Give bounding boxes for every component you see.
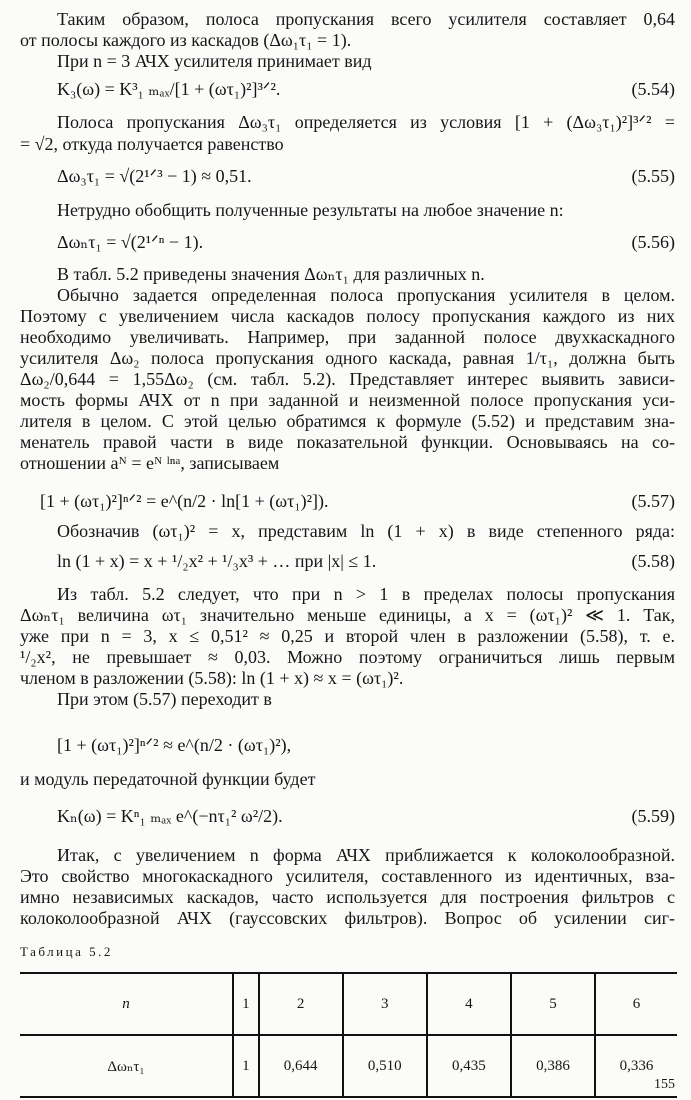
- text-line: При этом (5.57) переходит в: [57, 689, 272, 709]
- equation-5-54: K₃(ω) = K³₁ ₘₐₓ/[1 + (ωτ₁)²]³ᐟ².: [57, 79, 281, 99]
- table-cell: 6: [595, 973, 677, 1035]
- equation-5-57: [1 + (ωτ₁)²]ⁿᐟ² = e^(n/2 · ln[1 + (ωτ₁)²]).: [40, 491, 329, 511]
- page-number: 155: [654, 1077, 675, 1092]
- text-line: Δω₂/0,644 = 1,55Δω₂ (см. табл. 5.2). Представляет интерес выявить зависи-: [20, 369, 675, 389]
- table-cell: 0,386: [511, 1035, 595, 1097]
- equation-approx: [1 + (ωτ₁)²]ⁿᐟ² ≈ e^(n/2 · (ωτ₁)²),: [57, 735, 292, 755]
- equation-number: (5.56): [631, 232, 675, 252]
- text-line: Δωₙτ₁ величина ωτ₁ значительно меньше единицы, а x = (ωτ₁)² ≪ 1. Так,: [20, 605, 675, 625]
- text-line: членом в разложении (5.58): ln (1 + x) ≈ x = (ωτ₁)².: [20, 668, 404, 688]
- text-line: имно независимых каскадов, часто используется для построения фильтров с: [20, 887, 675, 907]
- table-row-label: n: [122, 995, 130, 1012]
- table-cell: 3: [343, 973, 427, 1035]
- text-line: Полоса пропускания Δω₃τ₁ определяется из условия [1 + (Δω₃τ₁)²]³ᐟ² =: [57, 112, 675, 132]
- equation-number: (5.55): [631, 166, 675, 186]
- text-line: отношении aᴺ = eᴺ ˡⁿᵃ, записываем: [20, 453, 280, 473]
- table-cell: 1: [233, 1035, 259, 1097]
- text-line: и модуль передаточной функции будет: [20, 769, 316, 789]
- text-line: При n = 3 АЧХ усилителя принимает вид: [57, 51, 372, 71]
- table-cell: 1: [233, 973, 259, 1035]
- equation-number: (5.54): [631, 79, 675, 99]
- table-cell: 0,510: [343, 1035, 427, 1097]
- table-cell: 5: [511, 973, 595, 1035]
- text-line: Из табл. 5.2 следует, что при n > 1 в пределах полосы пропускания: [57, 584, 675, 604]
- text-line: колоколообразной АЧХ (гауссовских фильтров). Вопрос об усилении сиг-: [20, 908, 675, 928]
- table-cell: 2: [259, 973, 343, 1035]
- table-caption: Таблица 5.2: [20, 944, 113, 959]
- text-line: лителя в целом. С этой целью обратимся к формуле (5.52) и представим зна-: [20, 411, 675, 431]
- equation-number: (5.59): [631, 806, 675, 826]
- equation-5-55: Δω₃τ₁ = √(2¹ᐟ³ − 1) ≈ 0,51.: [57, 166, 252, 186]
- text-line: В табл. 5.2 приведены значения Δωₙτ₁ для различных n.: [57, 264, 485, 284]
- text-line: необходимо увеличивать. Например, при заданной полосе двухкаскадного: [20, 327, 675, 347]
- bandwidth-table: [20, 972, 677, 1098]
- text-line: уже при n = 3, x ≤ 0,51² ≈ 0,25 и второй член в разложении (5.58), т. е.: [20, 626, 675, 646]
- text-line: усилителя Δω₂ полоса пропускания одного каскада, равная 1/τ₁, должна быть: [20, 348, 675, 368]
- text-line: Обозначив (ωτ₁)² = x, представим ln (1 + x) в виде степенного ряда:: [57, 521, 675, 541]
- equation-5-59: Kₙ(ω) = Kⁿ₁ ₘₐₓ e^(−nτ₁² ω²/2).: [57, 806, 283, 826]
- table-row-label: Δωₙτ₁: [20, 1035, 233, 1097]
- equation-5-58: ln (1 + x) = x + ¹/₂x² + ¹/₃x³ + … при |x| ≤ 1.: [57, 551, 377, 571]
- text-line: Таким образом, полоса пропускания всего усилителя составляет 0,64: [57, 9, 675, 29]
- equation-number: (5.58): [631, 551, 675, 571]
- text-line: Поэтому с увеличением числа каскадов полосу пропускания каждого из них: [20, 306, 675, 326]
- table-row: [20, 1035, 677, 1097]
- table-cell: 4: [427, 973, 511, 1035]
- text-line: Это свойство многокаскадного усилителя, составленного из идентичных, вза-: [20, 866, 675, 886]
- text-line: = √2, откуда получается равенство: [20, 134, 284, 154]
- table-cell: 0,336: [595, 1035, 677, 1097]
- table-cell: 0,435: [427, 1035, 511, 1097]
- text-line: Нетрудно обобщить полученные результаты на любое значение n:: [57, 200, 564, 220]
- text-line: мость формы АЧХ от n при заданной и неизменной полосе пропускания уси-: [20, 390, 675, 410]
- text-line: Итак, с увеличением n форма АЧХ приближается к колоколообразной.: [57, 845, 675, 865]
- text-line: от полосы каждого из каскадов (Δω₁τ₁ = 1).: [20, 30, 352, 50]
- table-row: [20, 973, 677, 1035]
- text-line: Обычно задается определенная полоса пропускания усилителя в целом.: [57, 285, 675, 305]
- table-cell: 0,644: [259, 1035, 343, 1097]
- equation-5-56: Δωₙτ₁ = √(2¹ᐟⁿ − 1).: [57, 232, 204, 252]
- equation-number: (5.57): [631, 491, 675, 511]
- text-line: ¹/₂x², не превышает ≈ 0,03. Можно поэтому ограничиться лишь первым: [20, 647, 675, 667]
- text-line: менатель правой части в виде показательной функции. Основываясь на со-: [20, 432, 675, 452]
